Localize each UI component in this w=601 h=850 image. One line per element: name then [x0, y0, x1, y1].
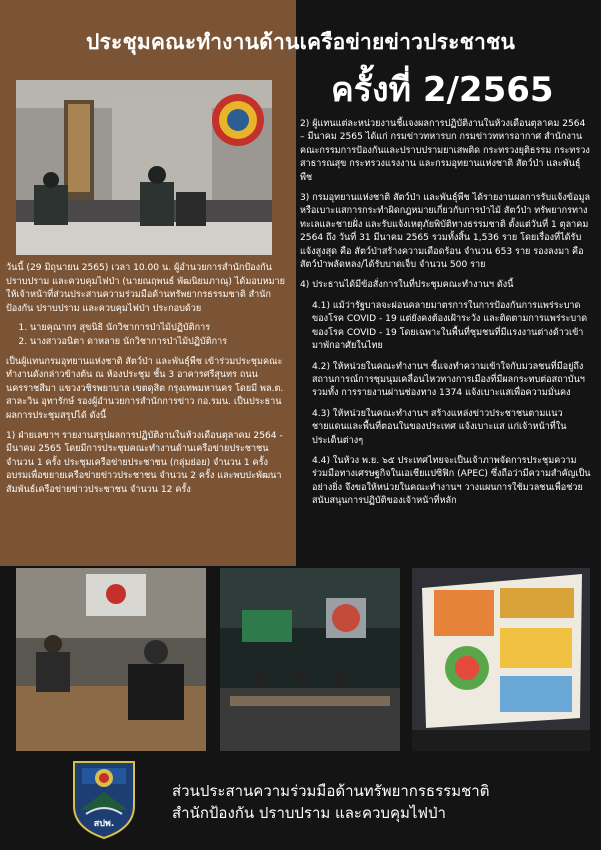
item-2: 2) ผู้แทนแต่ละหน่วยงานชี้แจงผลการปฏิบัติงานในห้วงเดือนตุลาคม 2564 – มีนาคม 2565 ได้แก่ กรมข่าวทหารบก กรมข่าวทหารอากาศ สำนักงานคณะกรรมการป้องกันและปราบปรามยาเสพติด กระทรวงยุติธรรม กระทรวงสาธารณสุข กระทรวงแรงงาน และกรมอุทยานแห่งชาติ สัตว์ป่า และพันธุ์พืช: [300, 119, 590, 183]
right-column: [300, 118, 592, 516]
item-4-4: 4.4) ในห้วง พ.ย. ๖๕ ประเทศไทยจะเป็นเจ้าภาพจัดการประชุมความร่วมมือทางเศรษฐกิจในเอเชียแปซิฟิก (APEC) ซึ่งถือว่ามีความสำคัญเป็นอย่างยิ่ง จึงขอให้หน่วยในคณะทำงานฯ วางแผนการใช้มวลชนเพื่อช่วยสนับสนุนการปฏิบัติของเจ้าหน้าที่หลัก: [312, 455, 591, 507]
item-1: 1) ฝ่ายเลขาฯ รายงานสรุปผลการปฏิบัติงานในห้วงเดือนตุลาคม 2564 - มีนาคม 2565 โดยมีการประชุมคณะทำงานด้านเครือข่ายประชาชน จำนวน 1 ครั้ง ประชุมเครือข่ายประชาชน (กลุ่มย่อย) จำนวน 1 ครั้ง อบรมเพื่อขยายเครือข่ายข่าวประชาชน จำนวน 2 ครั้ง และพบปะพัฒนาสัมพันธ์เครือข่ายข่าวประชาชน จำนวน 12 ครั้ง: [6, 430, 283, 495]
left-column: [6, 262, 290, 504]
footer-office-name: สำนักป้องกัน ปราบปราม และควบคุมไฟป่า: [172, 804, 446, 822]
item-4-1: 4.1) แม้ว่ารัฐบาลจะผ่อนคลายมาตรการในการป้องกันการแพร่ระบาดของโรค COVID - 19 แต่ยังคงต้องเฝ้าระวัง และติดตามการแพร่ระบาดของโรค COVID - 19 โดยเฉพาะในพื้นที่ชุมชนที่มีแรงงานต่างด้าวเข้ามาพักอาศัยในไทย: [312, 300, 588, 352]
footer-unit-name: ส่วนประสานความร่วมมือด้านทรัพยากรธรรมชาติ: [172, 782, 490, 800]
page-title: ประชุมคณะทำงานด้านเครือข่ายข่าวประชาชน: [85, 30, 516, 54]
item-4: 4) ประธานได้มีข้อสั่งการในที่ประชุมคณะทำงานฯ ดังนี้: [300, 280, 514, 291]
intro-paragraph: วันนี้ (29 มิถุนายน 2565) เวลา 10.00 น. ผู้อำนวยการสำนักป้องกัน ปราบปราม และควบคุมไฟป่า (นายณฤพนธ์ พัฒนิยมภาณุ) ได้มอบหมายให้เจ้าหน้าที่ส่วนประสานความร่วมมือด้านทรัพยากรธรรมชาติ สำนักป้องกัน ปราบปราม และควบคุมไฟป่า ประกอบด้วย: [6, 263, 285, 314]
item-4-2: 4.2) ให้หน่วยในคณะทำงานฯ ชี้แจงทำความเข้าใจกับมวลชนที่มีอยู่ถึงสถานการณ์การชุมนุมเคลื่อนไหวทางการเมืองที่มีผลกระทบต่อสถาบันฯ รวมทั้ง การรายงานผ่านช่องทาง 1374 แจ้งเบาะแสเพื่อความมั่นคง: [312, 361, 585, 399]
member-list: [6, 322, 290, 349]
member-item: 2. นางสาวอนิตา ดาหลาย นักวิชาการป่าไม้ปฏิบัติการ: [30, 336, 290, 350]
context-paragraph: เป็นผู้แทนกรมอุทยานแห่งชาติ สัตว์ป่า และพันธุ์พืช เข้าร่วมประชุมคณะทำงานดังกล่าวข้างต้น ณ ห้องประชุม ชั้น 3 อาคารศรีสุนทร ถนนนครราชสีมา แขวงวชิรพยาบาล เขตดุสิต กรุงเทพมหานคร โดยมี พล.ต. สาละวิน อุทารักษ์ รองผู้อำนวยการสำนักการข่าว กอ.รมน. เป็นประธาน ผลการประชุมสรุปได้ ดังนี้: [6, 356, 284, 421]
item-3: 3) กรมอุทยานแห่งชาติ สัตว์ป่า และพันธุ์พืช ได้รายงานผลการรับแจ้งข้อมูล หรือเบาะแสการกระทำผิดกฎหมายเกี่ยวกับการป่าไม้ สัตว์ป่า ทรัพยากรทางทะเลและชายฝั่ง และรับแจ้งเหตุภัยพิบัติทางธรรมชาติ ตั้งแต่วันที่ 1 ตุลาคม 2564 ถึง วันที่ 31 มีนาคม 2565 รวมทั้งสิ้น 1,536 ราย โดยเรื่องที่ได้รับแจ้งสูงสุด คือ สัตว์ป่าสร้างความเดือดร้อน จำนวน 653 ราย รองลงมา คือ สัตว์ป่าพลัดหลง/ได้รับบาดเจ็บ จำนวน 500 ราย: [300, 193, 591, 271]
svg-text:สปพ.: สปพ.: [93, 819, 115, 829]
meeting-photo-2: [220, 568, 400, 751]
meeting-photo-main: [16, 80, 272, 255]
page-subtitle: ครั้งที่ 2/2565: [331, 70, 554, 110]
dnp-emblem-logo: [68, 758, 140, 840]
member-item: 1. นายคุณากร สุขนิธิ นักวิชาการป่าไม้ปฏิบัติการ: [30, 322, 290, 336]
meeting-photo-1: [16, 568, 206, 751]
presentation-photo: [412, 568, 590, 751]
item-4-3: 4.3) ให้หน่วยในคณะทำงานฯ สร้างแหล่งข่าวประชาชนตามแนวชายแดนและพื้นที่ตอนในของประเทศ แจ้งเบาะแส แก่เจ้าหน้าที่ในประเด็นต่างๆ: [312, 408, 567, 446]
